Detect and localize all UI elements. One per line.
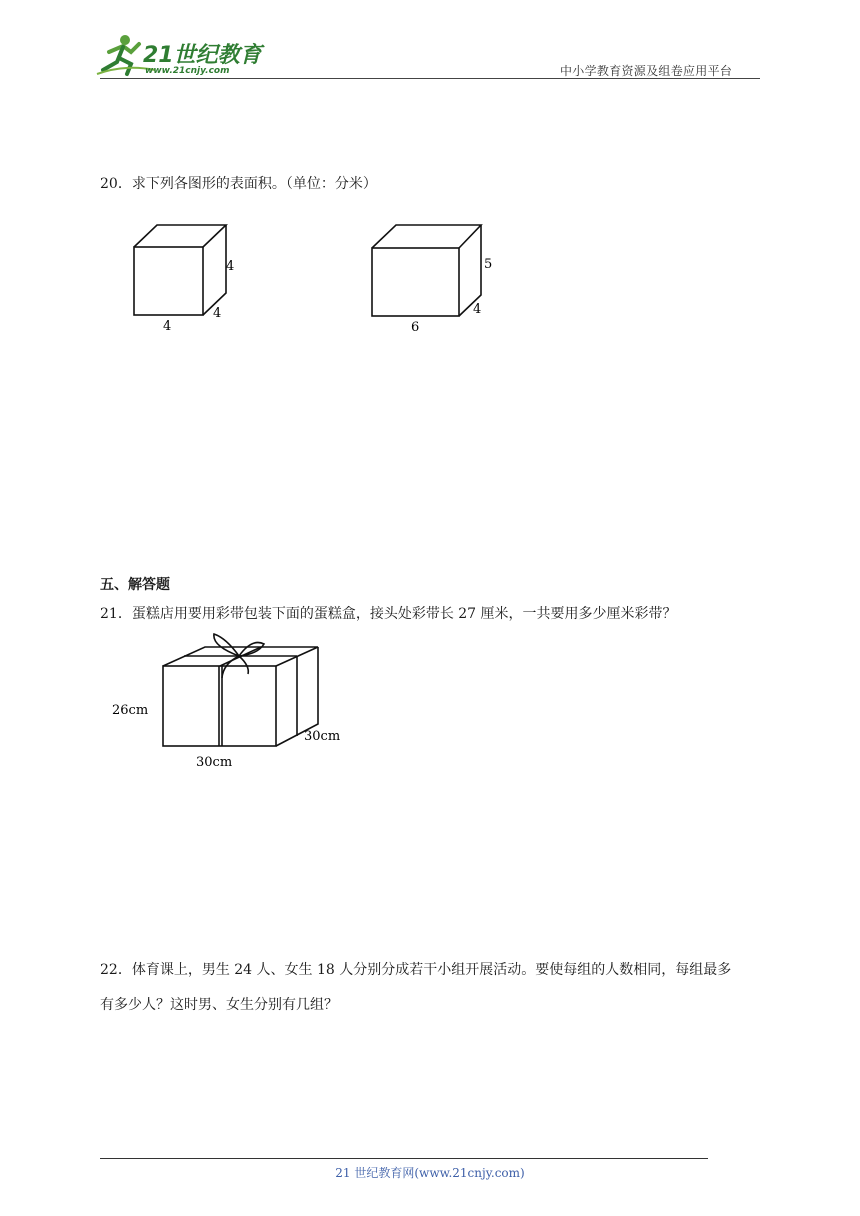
question-21-text: 21．蛋糕店用要用彩带包装下面的蛋糕盒，接头处彩带长 27 厘米，一共要用多少厘米彩带？ [100, 606, 677, 622]
site-tagline: 中小学教育资源及组卷应用平台 [560, 64, 733, 78]
question-20-text: 20．求下列各图形的表面积。（单位：分米） [100, 176, 377, 192]
section-title: 五、解答题 [100, 577, 170, 593]
logo-url: www.21cnjy.com [145, 66, 230, 76]
cuboid-figure [372, 225, 481, 316]
cuboid-height-label: 5 [484, 257, 493, 272]
cube-width-label: 4 [163, 319, 172, 334]
cuboid-depth-label: 4 [473, 302, 482, 317]
question-22-line2: 有多少人？这时男、女生分别有几组？ [100, 997, 338, 1013]
logo-text: 21世纪教育 [143, 43, 262, 68]
footer-divider [100, 1158, 708, 1159]
cube-depth-label: 4 [213, 306, 222, 321]
site-logo [95, 30, 265, 80]
q20-figures [120, 215, 500, 340]
cube-height-label: 4 [226, 259, 235, 274]
cake-box-figure [108, 632, 368, 777]
footer-link[interactable]: 21 世纪教育网(www.21cnjy.com) [335, 1166, 525, 1180]
box-height-label: 26cm [112, 703, 149, 718]
header-divider [100, 78, 760, 79]
box-width-label: 30cm [196, 755, 233, 770]
question-22-line1: 22．体育课上，男生 24 人、女生 18 人分别分成若干小组开展活动。要使每组的人数相同，每组最多 [100, 962, 732, 978]
box-depth-label: 30cm [304, 729, 341, 744]
cube-figure [134, 225, 226, 315]
cuboid-width-label: 6 [411, 320, 420, 335]
